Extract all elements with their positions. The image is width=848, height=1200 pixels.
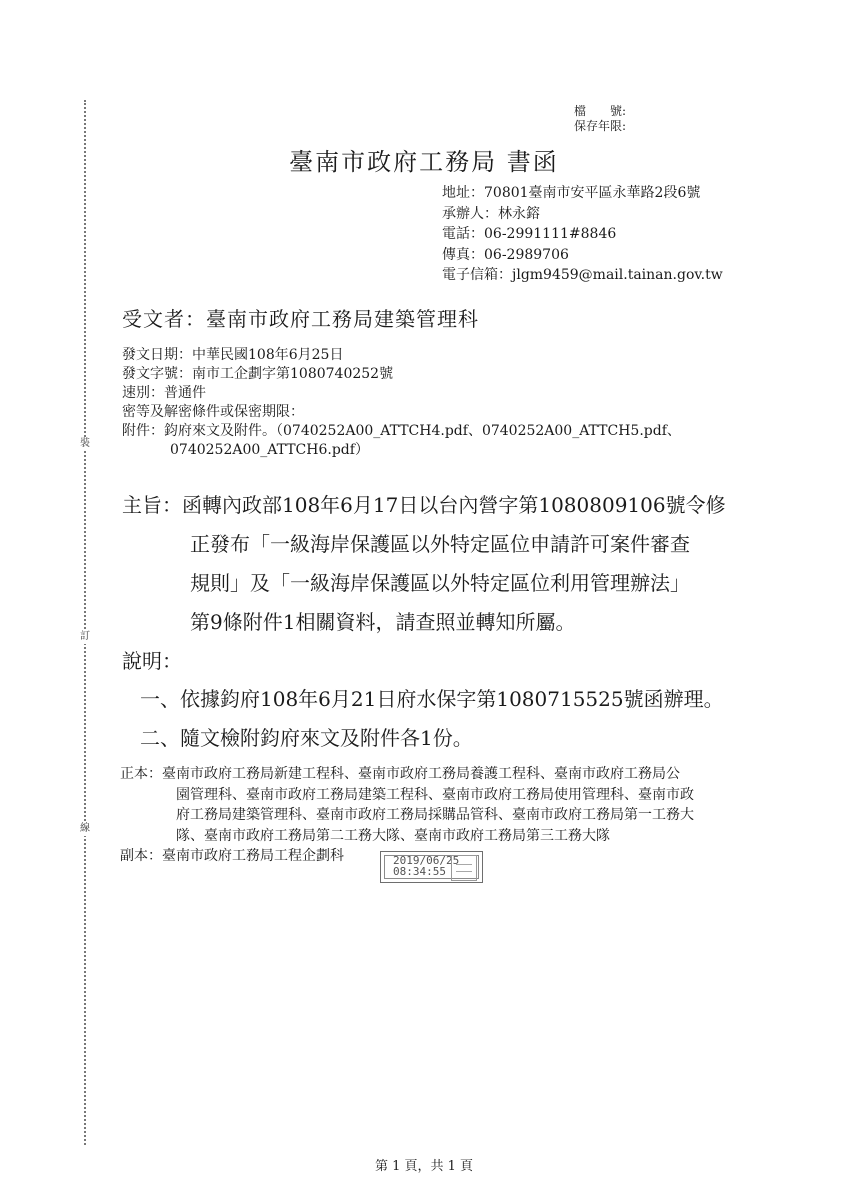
subject-block (122, 486, 726, 642)
note-item-1: 一、依據鈞府108年6月21日府水保字第1080715525號函辦理。 (140, 687, 724, 711)
subject-line-4: 第9條附件1相關資料，請查照並轉知所屬。 (190, 610, 576, 634)
stamp-timestamp (393, 855, 459, 877)
contact-fax: 傳真：06-2989706 (442, 246, 569, 263)
contact-block (442, 183, 723, 286)
attachments-line-1: 附件：鈞府來文及附件。（0740252A00_ATTCH4.pdf、0740252A00_ATTCH5.pdf、 (122, 423, 681, 439)
subject-line-2: 正發布「一級海岸保護區以外特定區位申請許可案件審查 (190, 532, 690, 556)
security-level: 密等及解密條件或保密期限： (122, 404, 304, 420)
notes-heading: 說明： (122, 649, 182, 673)
page-footer: 第 1 頁，共 1 頁 (374, 1159, 474, 1174)
attachments-line-2: 0740252A00_ATTCH6.pdf） (170, 442, 369, 458)
exchange-stamp (380, 851, 483, 883)
original-recipients-line-4: 隊、臺南市政府工務局第二工務大隊、臺南市政府工務局第三工務大隊 (176, 827, 610, 844)
recipient-line: 受文者：臺南市政府工務局建築管理科 (122, 307, 479, 331)
original-recipients-line-1: 正本：臺南市政府工務局新建工程科、臺南市政府工務局養護工程科、臺南市政府工務局公 (120, 766, 680, 782)
note-item-2: 二、隨文檢附鈞府來文及附件各1份。 (140, 726, 473, 750)
contact-handler: 承辦人：林永鎔 (442, 205, 540, 222)
copy-recipients: 副本：臺南市政府工務局工程企劃科 (120, 848, 344, 864)
stamp-date: 2019/06/25 (393, 854, 460, 867)
retention-period-label: 保存年限: (574, 119, 627, 133)
subject-line-1: 主旨：函轉內政部108年6月17日以台內營字第1080809106號令修 (122, 493, 726, 517)
document-title: 臺南市政府工務局 書函 (289, 148, 559, 176)
stamp-time: 08:34:55 (393, 865, 446, 878)
notes-list (140, 680, 724, 758)
binding-mark-xian: 線 (80, 823, 90, 834)
issue-date: 發文日期：中華民國108年6月25日 (122, 347, 344, 363)
binding-mark-ding: 訂 (80, 631, 90, 642)
archive-info (574, 104, 626, 134)
binding-mark-zhuang: 裝 (80, 438, 90, 449)
file-number-label: 檔 號: (574, 104, 627, 118)
delivery-speed: 速別：普通件 (122, 385, 206, 401)
binding-dotted-line (84, 100, 86, 1145)
original-recipients-line-3: 府工務局建築管理科、臺南市政府工務局採購品管科、臺南市政府工務局第一工務大 (176, 807, 694, 823)
document-number: 發文字號：南市工企劃字第1080740252號 (122, 366, 394, 382)
contact-address: 地址：70801臺南市安平區永華路2段6號 (442, 185, 701, 201)
subject-line-3: 規則」及「一級海岸保護區以外特定區位利用管理辦法」 (190, 571, 690, 595)
document-meta (122, 346, 681, 460)
original-recipients-line-2: 園管理科、臺南市政府工務局建築工程科、臺南市政府工務局使用管理科、臺南市政 (176, 786, 694, 803)
contact-phone: 電話：06-2991111#8846 (442, 226, 617, 242)
seal-icon (451, 855, 477, 881)
contact-email: 電子信箱：jlgm9459@mail.tainan.gov.tw (442, 267, 723, 283)
